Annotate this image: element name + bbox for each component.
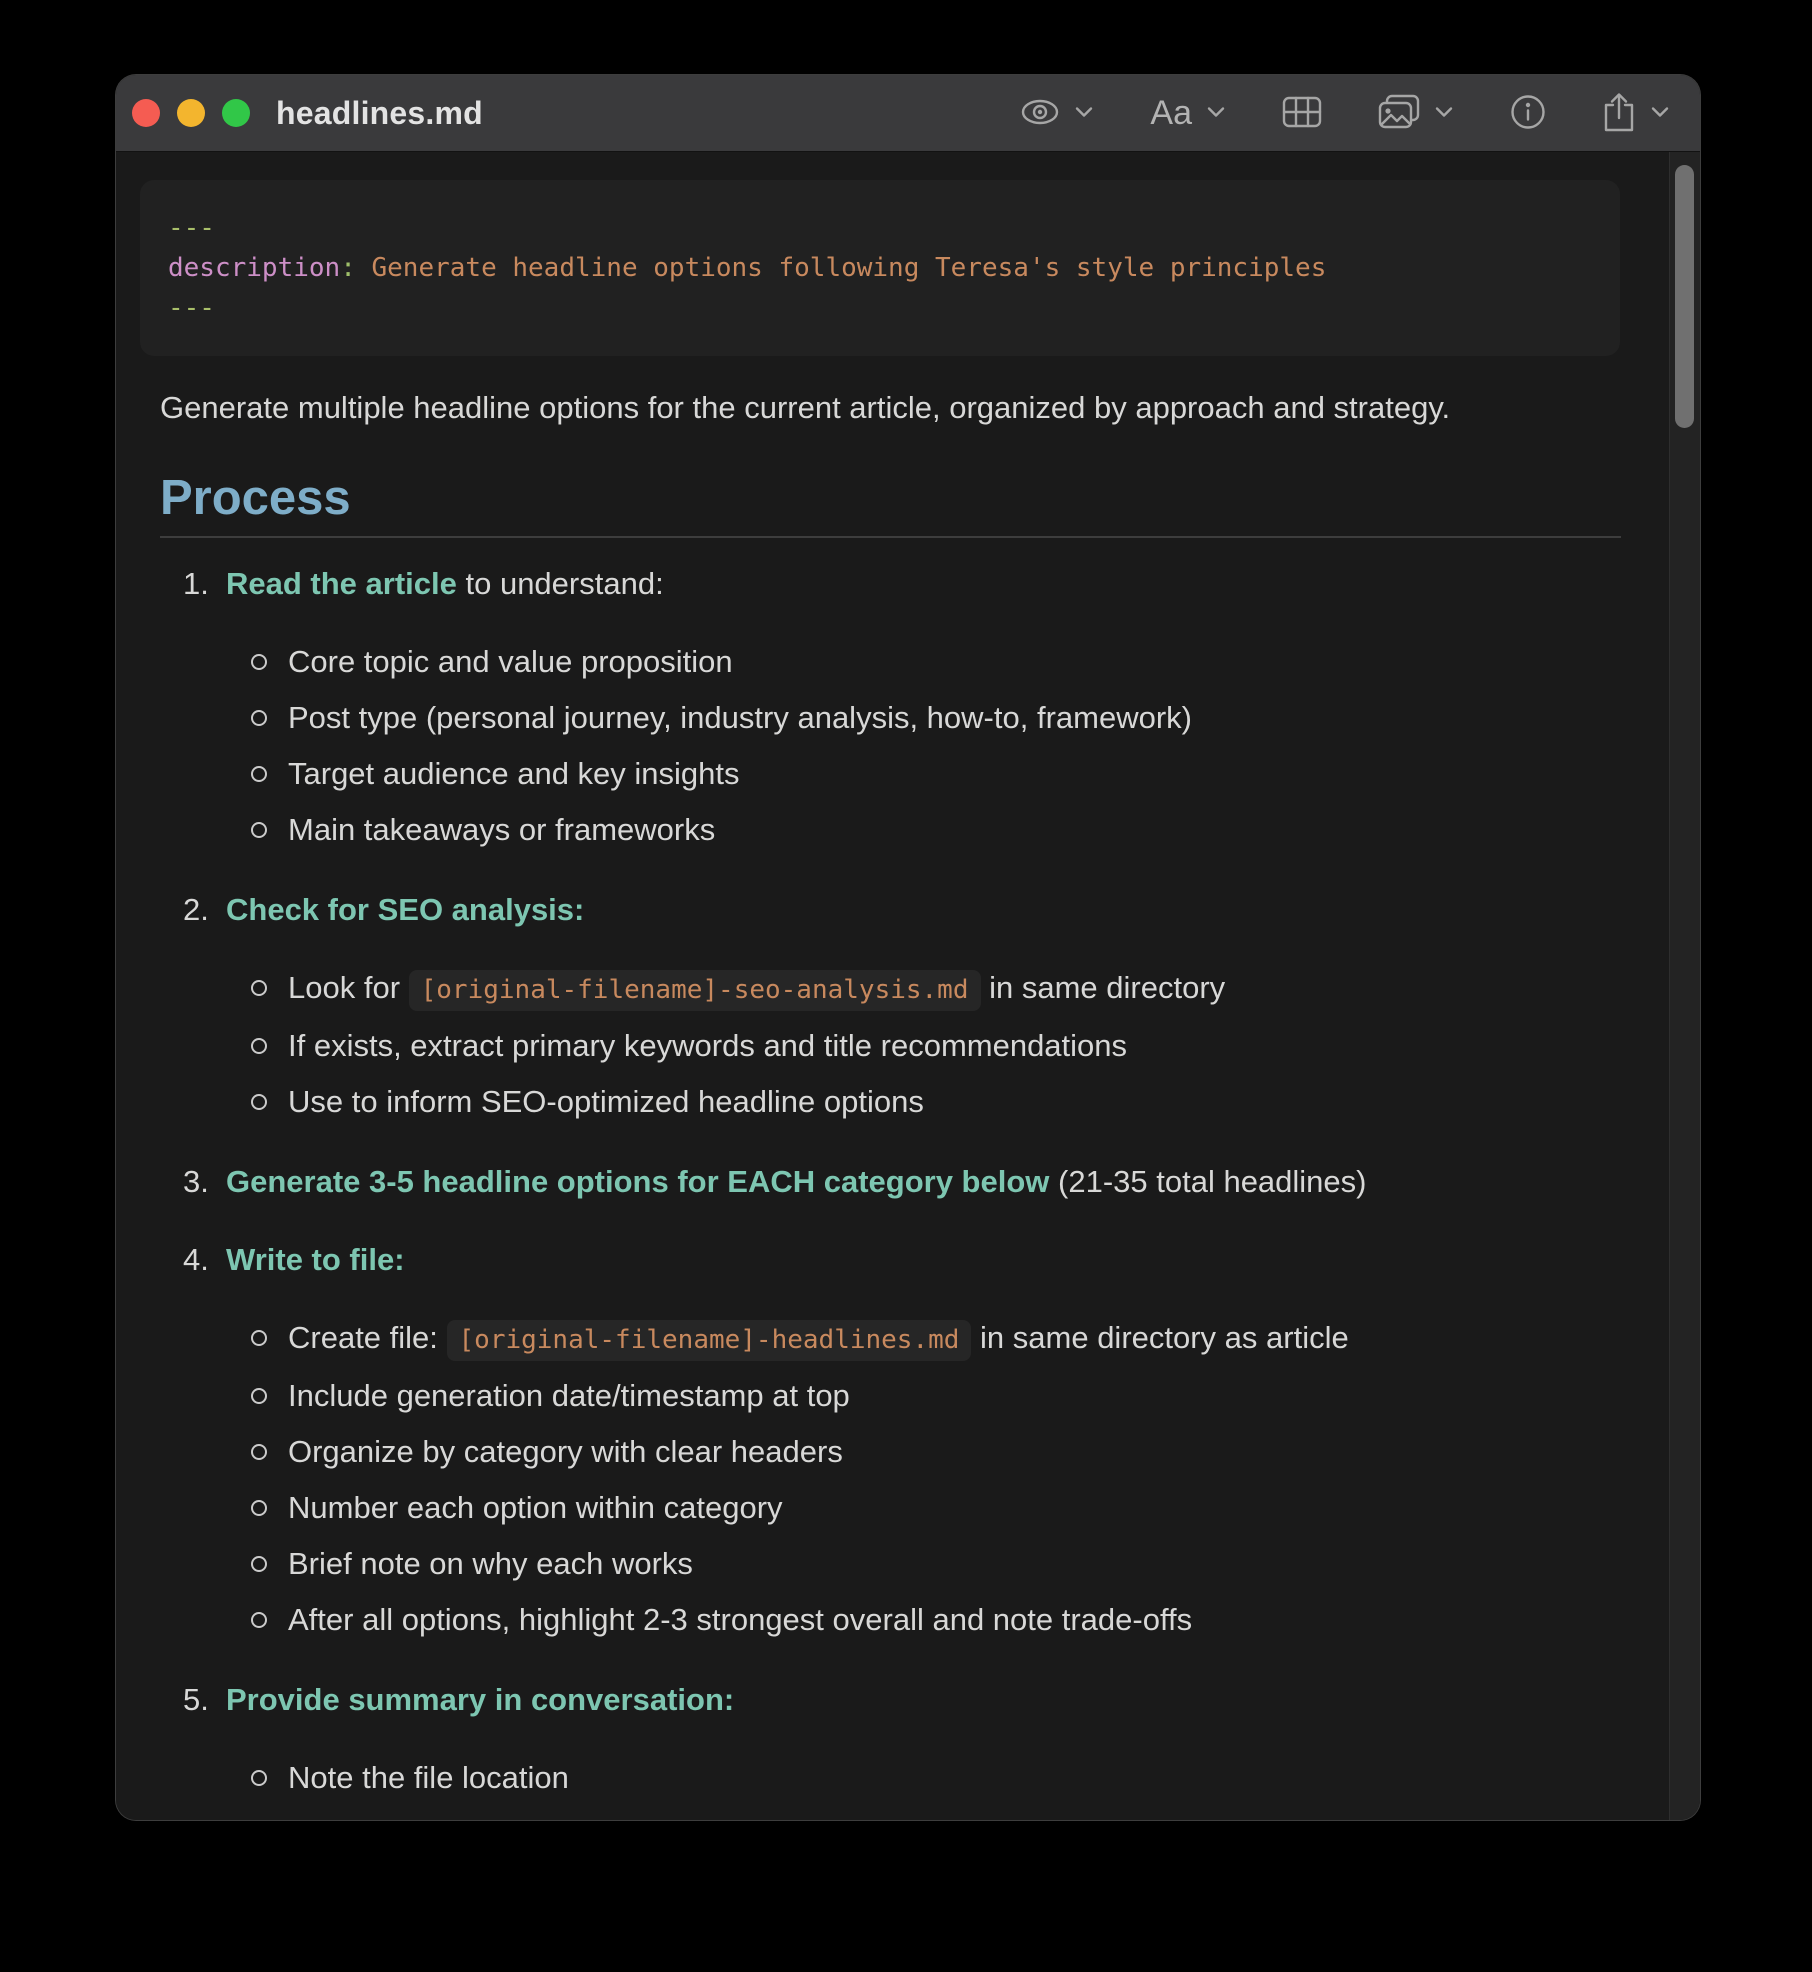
step-bullets <box>226 640 1621 852</box>
bullet-item: Note the file location <box>288 1756 1621 1800</box>
heading-rule <box>160 536 1621 538</box>
bullet-item: After all options, highlight 2-3 strongest overall and note trade-offs <box>288 1598 1621 1642</box>
preview-mode-button[interactable] <box>1020 98 1094 129</box>
step-title: Provide summary in conversation: <box>226 1682 735 1717</box>
scrollbar-thumb[interactable] <box>1675 165 1694 428</box>
text-format-aa: Aa <box>1150 94 1192 132</box>
bullet-item: Use to inform SEO-optimized headline options <box>288 1080 1621 1124</box>
preview-window <box>116 75 1700 1820</box>
traffic-lights <box>132 99 250 127</box>
document-content <box>116 152 1700 1820</box>
code-line: --- <box>168 213 215 243</box>
table-icon <box>1282 95 1322 132</box>
bullet-item: Organize by category with clear headers <box>288 1430 1621 1474</box>
process-step <box>183 888 1621 1124</box>
step-bullets <box>226 1756 1621 1800</box>
bullet-item: If exists, extract primary keywords and title recommendations <box>288 1024 1621 1068</box>
inline-code: [original-filename]-seo-analysis.md <box>409 970 981 1011</box>
step-heading <box>183 1160 1621 1204</box>
share-icon <box>1602 91 1636 136</box>
title-bar <box>116 75 1700 152</box>
media-gallery-button[interactable] <box>1378 94 1454 133</box>
markdown-preview <box>116 152 1670 1820</box>
step-title: Write to file: <box>226 1242 405 1277</box>
info-button[interactable] <box>1510 94 1546 133</box>
bullet-item: Create file: [original-filename]-headlines.md in same directory as article <box>288 1316 1621 1362</box>
process-step <box>183 1160 1621 1204</box>
step-number: 5. <box>183 1682 209 1717</box>
bullet-item: Post type (personal journey, industry analysis, how-to, framework) <box>288 696 1621 740</box>
step-number: 1. <box>183 566 209 601</box>
step-heading <box>183 1678 1621 1722</box>
frontmatter-code <box>140 180 1620 356</box>
step-heading <box>183 1238 1621 1282</box>
code-line: --- <box>168 293 215 323</box>
toolbar <box>1020 91 1670 136</box>
chevron-down-icon <box>1074 105 1094 122</box>
table-of-contents-button[interactable] <box>1282 95 1322 132</box>
step-bullets <box>226 966 1621 1124</box>
inline-code: [original-filename]-headlines.md <box>447 1320 972 1361</box>
bullet-item: Main takeaways or frameworks <box>288 808 1621 852</box>
eye-icon <box>1020 98 1060 129</box>
step-number: 2. <box>183 892 209 927</box>
step-title: Generate 3-5 headline options for EACH category below <box>226 1164 1050 1199</box>
step-heading <box>183 888 1621 932</box>
step-number: 3. <box>183 1164 209 1199</box>
page-title: Process <box>160 471 351 525</box>
step-bullets <box>226 1316 1621 1642</box>
scrollbar-track[interactable] <box>1669 152 1700 1820</box>
minimize-button[interactable] <box>177 99 205 127</box>
process-step <box>183 1678 1621 1800</box>
bullet-item: Look for [original-filename]-seo-analysis.md in same directory <box>288 966 1621 1012</box>
step-heading <box>183 562 1621 606</box>
close-button[interactable] <box>132 99 160 127</box>
process-step <box>183 1238 1621 1642</box>
bullet-item: Brief note on why each works <box>288 1542 1621 1586</box>
text-format-button[interactable] <box>1150 96 1226 130</box>
step-suffix: to understand: <box>456 566 664 601</box>
step-title: Check for SEO analysis: <box>226 892 585 927</box>
step-number: 4. <box>183 1242 209 1277</box>
process-steps <box>160 562 1621 1800</box>
chevron-down-icon <box>1434 105 1454 122</box>
zoom-button[interactable] <box>222 99 250 127</box>
bullet-item: Include generation date/timestamp at top <box>288 1374 1621 1418</box>
photos-icon <box>1378 94 1420 133</box>
step-suffix: (21-35 total headlines) <box>1049 1164 1367 1199</box>
bullet-item: Number each option within category <box>288 1486 1621 1530</box>
info-icon <box>1510 94 1546 133</box>
intro-paragraph: Generate multiple headline options for the current article, organized by approach and strategy. <box>160 390 1451 425</box>
code-line: description: Generate headline options following Teresa's style principles <box>168 253 1327 283</box>
process-step <box>183 562 1621 852</box>
bullet-item: Target audience and key insights <box>288 752 1621 796</box>
window-title: headlines.md <box>276 94 483 131</box>
chevron-down-icon <box>1650 105 1670 122</box>
step-title: Read the article <box>226 566 457 601</box>
chevron-down-icon <box>1206 105 1226 122</box>
bullet-item: Core topic and value proposition <box>288 640 1621 684</box>
share-button[interactable] <box>1602 91 1670 136</box>
